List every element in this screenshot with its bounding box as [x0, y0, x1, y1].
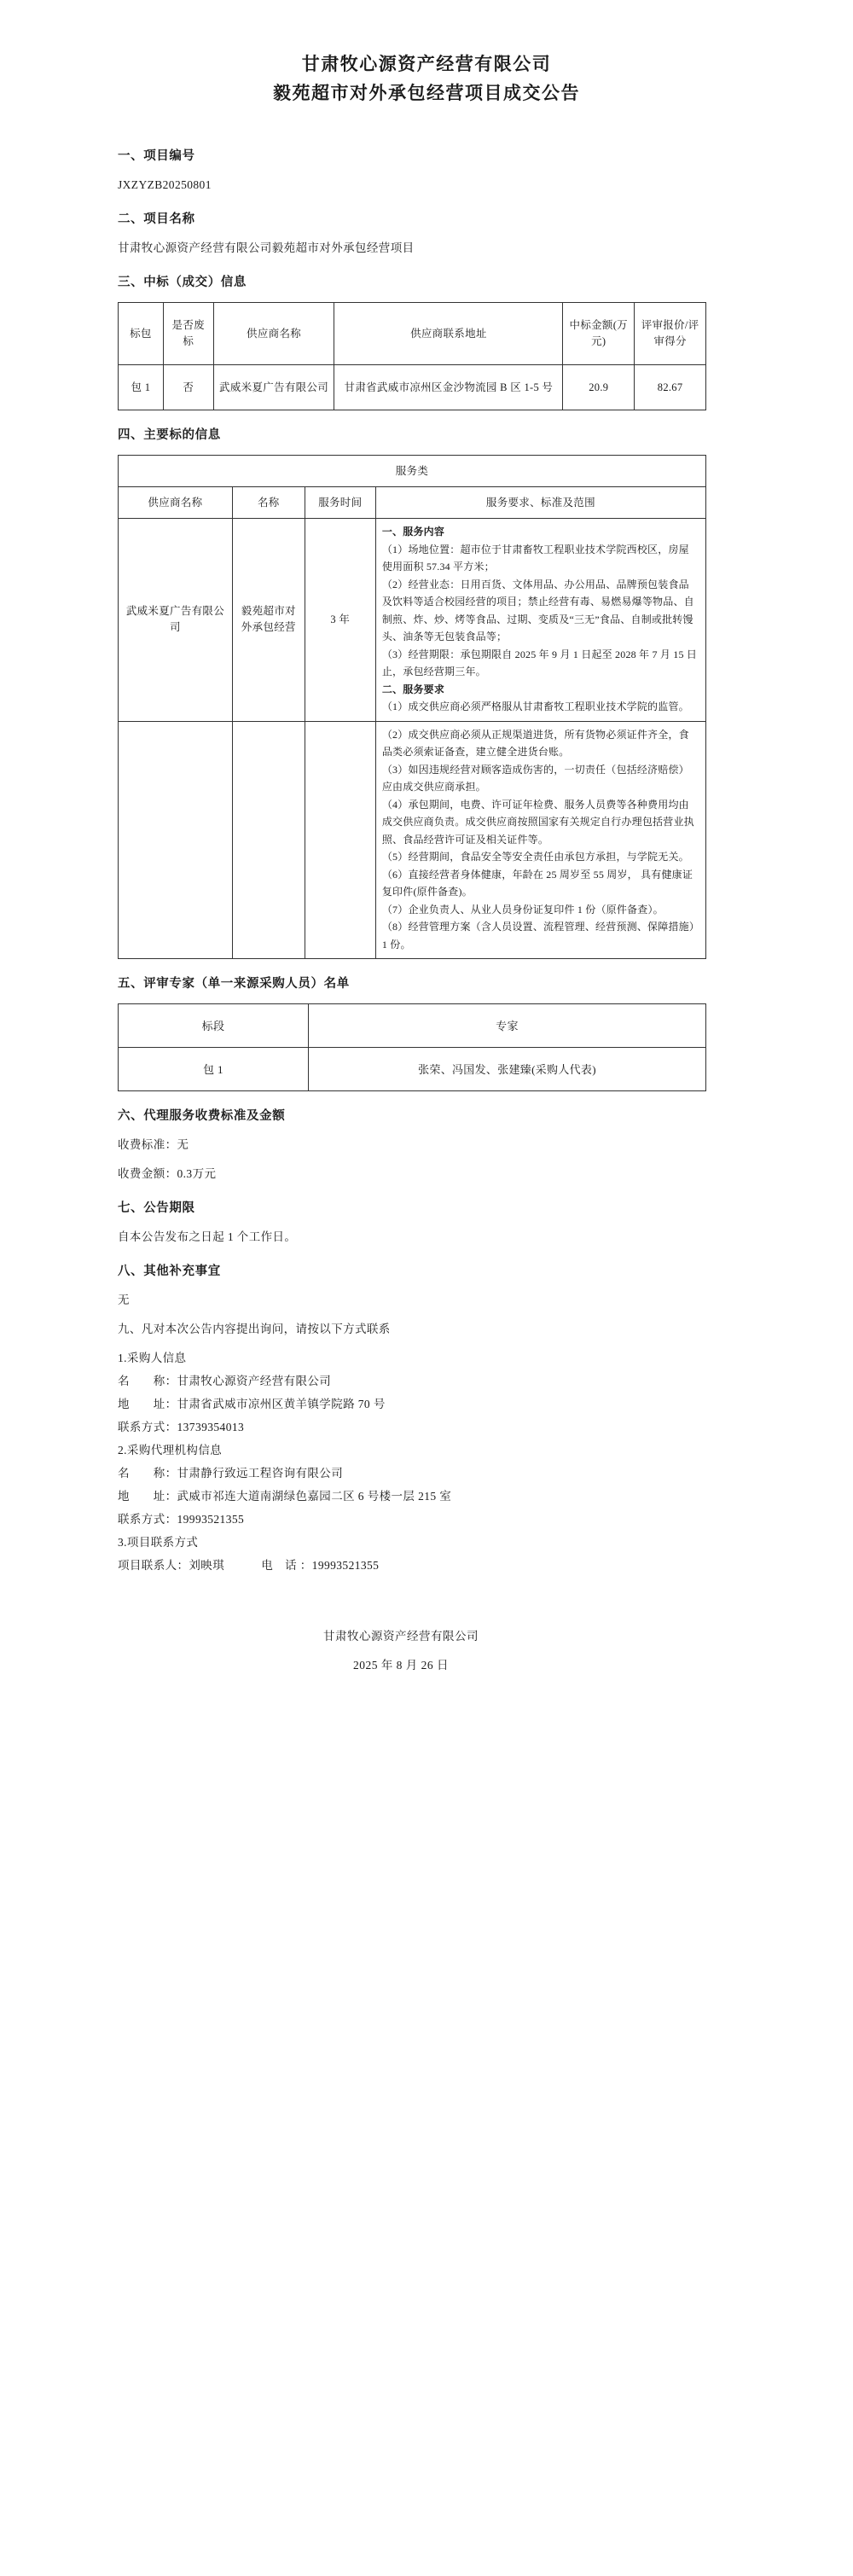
- requirement-item: （2）经营业态：日用百货、文体用品、办公用品、品牌预包装食品及饮料等适合校园经营的项目；禁止经营有毒、易燃易爆等物品、自制煎、炸、炒、烤等食品、过期、变质及“三无”食品、自制或批转馒头、油条等无包装食品等；: [381, 578, 694, 643]
- purchaser-phone-row: [94, 1417, 759, 1438]
- section-heading-experts: 五、评审专家（单一来源采购人员）名单: [118, 977, 350, 991]
- cell-lot: 包 1: [119, 1048, 309, 1091]
- project-contact-value: 刘映琪: [189, 1559, 225, 1572]
- subject-info-table-body: [119, 456, 706, 959]
- cell-supplier-address: 甘肃省武威市凉州区金沙物流园 B 区 1-5 号: [334, 365, 563, 410]
- purchaser-address-value: 甘肃省武威市凉州区黄羊镇学院路 70 号: [177, 1398, 386, 1410]
- cell-requirements-part-1: [375, 519, 705, 722]
- agency-name-value: 甘肃静行致远工程咨询有限公司: [177, 1467, 344, 1480]
- requirement-item: （3）经营期限：承包期限自 2025 年 9 月 1 日起至 2028 年 7 月 15 日止，承包经营期三年。: [381, 648, 698, 677]
- agency-name-row: [94, 1463, 759, 1484]
- requirement-heading: 二、服务要求: [381, 683, 445, 695]
- column-header-service-time: 服务时间: [305, 487, 375, 519]
- table-row: [119, 1048, 706, 1091]
- notice-period-value: 自本公告发布之日起 1 个工作日。: [118, 1230, 297, 1243]
- column-header-lot: 标段: [119, 1004, 309, 1048]
- column-header-subject-name: 名称: [232, 487, 305, 519]
- section-heading-other-matters: 八、其他补充事宜: [118, 1265, 221, 1278]
- table-header-row: [119, 1004, 706, 1048]
- agency-phone-value: 19993521355: [177, 1513, 245, 1526]
- column-header-review-price: 评审报价/评审得分: [635, 303, 706, 365]
- table-header-row: [119, 303, 706, 365]
- cell-package: 包 1: [119, 365, 164, 410]
- section-heading-notice-period: 七、公告期限: [118, 1201, 195, 1215]
- purchaser-address-label: 地 址：: [118, 1398, 177, 1410]
- cell-subject-name: 毅苑超市对外承包经营: [232, 519, 305, 722]
- section-heading-award-info: 三、中标（成交）信息: [118, 276, 247, 289]
- column-header-supplier-name: 供应商名称: [119, 487, 233, 519]
- experts-table: [118, 1003, 706, 1091]
- cell-supplier-name: 武威米夏广告有限公司: [213, 365, 334, 410]
- requirement-item: （6）直接经营者身体健康，年龄在 25 周岁至 55 周岁， 具有健康证复印件(原件备查)。: [381, 868, 693, 898]
- agency-name-label: 名 称：: [118, 1467, 177, 1480]
- requirement-item: （5）经营期间，食品安全等安全责任由承包方承担，与学院无关。: [381, 851, 689, 863]
- experts-table-head: [119, 1004, 706, 1048]
- page-title: [94, 49, 759, 108]
- agency-fee-standard: 收费标准：无: [118, 1138, 189, 1151]
- purchaser-info-heading: 1.采购人信息: [118, 1352, 187, 1364]
- document-footer: [94, 1622, 759, 1680]
- agency-address-label: 地 址：: [118, 1490, 177, 1503]
- agency-address-row: [94, 1486, 759, 1507]
- section-heading-project-number: 一、项目编号: [118, 149, 195, 163]
- cell-subject-service-time-cont: [305, 721, 375, 959]
- project-contact-row: [94, 1555, 759, 1576]
- award-info-table-head: [119, 303, 706, 365]
- project-number-value: JXZYZB20250801: [118, 178, 212, 191]
- agency-phone-label: 联系方式：: [118, 1513, 177, 1526]
- footer-date: 2025 年 8 月 26 日: [352, 1659, 450, 1672]
- requirement-item: （2）成交供应商必须从正规渠道进货，所有货物必须证件齐全，食品类必须索证备查，建立健全进货台账。: [381, 728, 689, 758]
- project-contact-heading: 3.项目联系方式: [118, 1536, 199, 1549]
- award-info-table: [118, 302, 706, 410]
- cell-review-price: 82.67: [635, 365, 706, 410]
- subject-category-row: [119, 456, 706, 487]
- column-header-experts: 专家: [308, 1004, 705, 1048]
- section-heading-agency-fee: 六、代理服务收费标准及金额: [118, 1109, 286, 1123]
- purchaser-name-value: 甘肃牧心源资产经营有限公司: [177, 1375, 332, 1387]
- table-row: [119, 519, 706, 722]
- agency-info-heading: 2.采购代理机构信息: [118, 1444, 223, 1457]
- requirement-heading: 一、服务内容: [381, 526, 445, 538]
- table-row: [119, 721, 706, 959]
- purchaser-name-row: [94, 1371, 759, 1392]
- cell-subject-supplier-name: 武威米夏广告有限公司: [119, 519, 233, 722]
- project-phone-value: 19993521355: [311, 1559, 380, 1572]
- column-header-is-void: 是否废标: [163, 303, 213, 365]
- requirement-item: （7）企业负责人、从业人员身份证复印件 1 份（原件备查）。: [381, 903, 664, 916]
- column-header-bid-amount: 中标金额(万元): [563, 303, 635, 365]
- cell-subject-service-time: 3 年: [305, 519, 375, 722]
- cell-requirements-part-2: [375, 721, 705, 959]
- requirement-item: （3）如因违规经营对顾客造成伤害的，一切责任（包括经济赔偿）应由成交供应商承担。: [381, 763, 689, 793]
- agency-phone-row: [94, 1509, 759, 1530]
- requirement-item: （4）承包期间，电费、许可证年检费、服务人员费等各种费用均由成交供应商负责。成交供应商按照国家有关规定自行办理包括营业执照、食品经营许可证及相关证件等。: [381, 798, 694, 846]
- section-heading-contact: 九、凡对本次公告内容提出询问，请按以下方式联系: [118, 1323, 391, 1335]
- subject-info-table: [118, 455, 706, 959]
- requirement-item: （1）成交供应商必须严格服从甘肃畜牧工程职业技术学院的监管。: [381, 701, 689, 712]
- cell-bid-amount: 20.9: [563, 365, 635, 410]
- agency-address-value: 武威市祁连大道南湖绿色嘉园二区 6 号楼一层 215 室: [177, 1490, 452, 1503]
- purchaser-phone-value: 13739354013: [177, 1421, 245, 1433]
- purchaser-phone-label: 联系方式：: [118, 1421, 177, 1433]
- project-contact-label: 项目联系人：: [118, 1559, 189, 1572]
- document-title-block: [94, 49, 759, 108]
- column-header-package: 标包: [119, 303, 164, 365]
- title-line-1: 甘肃牧心源资产经营有限公司: [301, 54, 552, 74]
- purchaser-address-row: [94, 1394, 759, 1415]
- other-matters-value: 无: [118, 1294, 130, 1306]
- agency-fee-amount: 收费金额：0.3万元: [118, 1167, 217, 1180]
- requirement-item: （8）经营管理方案（含人员设置、流程管理、经营预测、保障措施）1 份。: [381, 921, 695, 951]
- experts-table-body: [119, 1048, 706, 1091]
- column-header-supplier-address: 供应商联系地址: [334, 303, 563, 365]
- cell-subject-name-cont: [232, 721, 305, 959]
- cell-service-category: 服务类: [119, 456, 706, 487]
- cell-is-void: 否: [163, 365, 213, 410]
- footer-issuer: 甘肃牧心源资产经营有限公司: [323, 1630, 479, 1643]
- requirement-item: （1）场地位置：超市位于甘肃畜牧工程职业技术学院西校区，房屋使用面积 57.34 平方米；: [381, 543, 689, 573]
- column-header-requirements: 服务要求、标准及范围: [375, 487, 705, 519]
- title-line-2: 毅苑超市对外承包经营项目成交公告: [273, 83, 580, 103]
- cell-subject-supplier-name-cont: [119, 721, 233, 959]
- cell-expert-names: 张荣、冯国发、张建臻(采购人代表): [308, 1048, 705, 1091]
- table-header-row: [119, 487, 706, 519]
- award-info-table-body: [119, 365, 706, 410]
- section-heading-subject-info: 四、主要标的信息: [118, 428, 221, 442]
- column-header-supplier-name: 供应商名称: [213, 303, 334, 365]
- project-name-value: 甘肃牧心源资产经营有限公司毅苑超市对外承包经营项目: [118, 241, 415, 254]
- project-phone-label: 电 话 ：: [261, 1559, 312, 1572]
- table-row: [119, 365, 706, 410]
- purchaser-name-label: 名 称：: [118, 1375, 177, 1387]
- section-heading-project-name: 二、项目名称: [118, 212, 195, 226]
